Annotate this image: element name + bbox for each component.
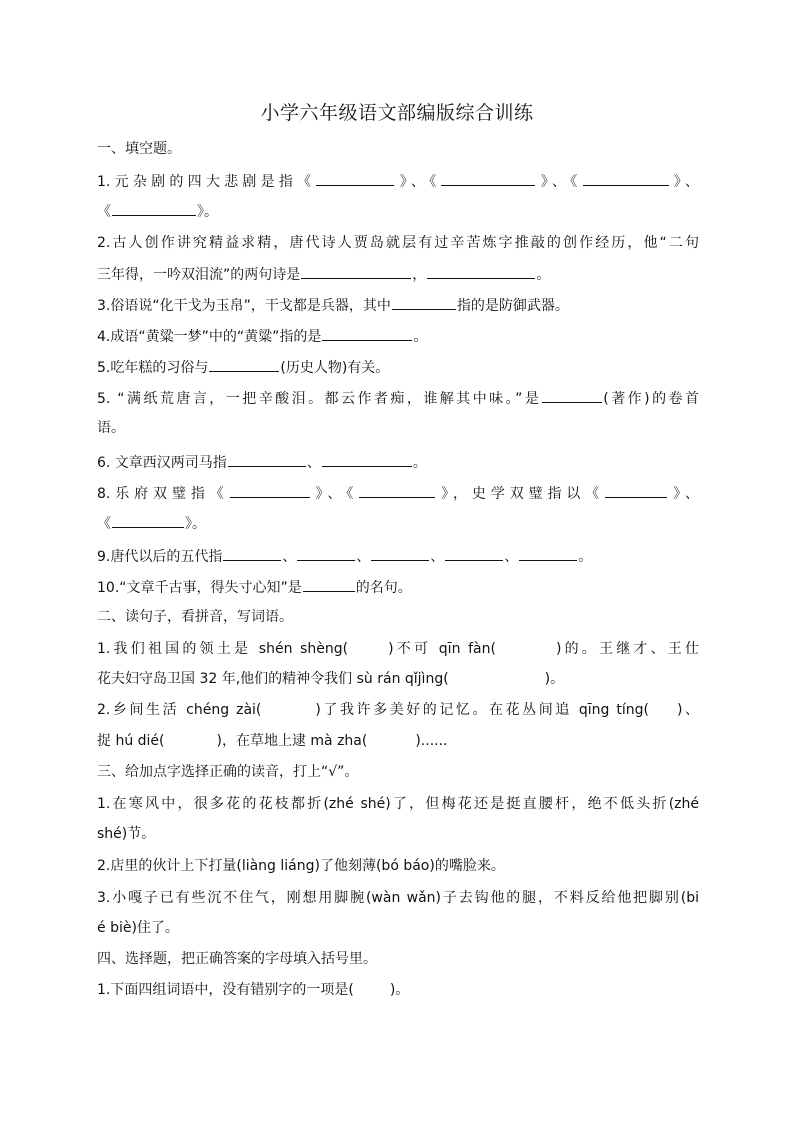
pinyin-question-2-line-2: 捉 hú dié( )，在草地上逮 mà zha( )...... [97,733,448,749]
answer-blank[interactable] [316,170,394,186]
question-4: 4.成语“黄粱一梦”中的“黄粱”指的是 。 [97,325,699,347]
answer-blank[interactable] [359,482,435,498]
reading-question-1-line-2: shé)节。 [97,826,156,842]
question-2-line-1: 2.古人创作讲究精益求精，唐代诗人贾岛就层有过辛苦炼字推敲的创作经历，他“二句 [97,235,699,251]
question-5b-line-1: 5. “满纸荒唐言，一把辛酸泪。都云作者痴，谁解其中味。”是 (著作)的卷首 [97,387,699,409]
section-heading-2: 二、读句子，看拼音，写词语。 [97,609,293,625]
section-heading-4: 四、选择题，把正确答案的字母填入括号里。 [97,951,377,967]
reading-question-3-line-2: é biè)住了。 [97,920,179,936]
question-5b-line-2: 语。 [97,420,125,436]
pinyin-question-2-line-1: 2.乡间生活 chéng zài( )了我许多美好的记忆。在花丛间追 qīng tíng( )、 [97,702,700,718]
answer-blank[interactable] [301,263,411,279]
pinyin-question-1-line-1: 1.我们祖国的领土是 shén shèng( )不可 qīn fàn( )的。王继才、王仕 [97,641,699,657]
reading-question-2: 2.店里的伙计上下打量(liàng liáng)了他刻薄(bó báo)的嘴脸来。 [97,858,505,874]
answer-blank[interactable] [427,263,535,279]
answer-blank[interactable] [297,545,355,561]
question-2-line-2: 三年得，一吟双泪流”的两句诗是 ， 。 [97,263,699,285]
reading-question-1-line-1: 1.在寒风中，很多花的花枝都折(zhé shé)了，但梅花还是挺直腰杆，绝不低头折(zhé [97,796,699,812]
answer-blank[interactable] [303,576,355,592]
question-6: 6. 文章西汉两司马指 、 。 [97,451,699,473]
question-3: 3.俗语说“化干戈为玉帛”，干戈都是兵器，其中 指的是防御武器。 [97,294,699,316]
answer-blank[interactable] [322,451,412,467]
section-heading-1: 一、填空题。 [97,141,181,157]
page-title: 小学六年级语文部编版综合训练 [260,102,534,124]
reading-question-3-line-1: 3.小嘎子已有些沉不住气，刚想用脚腕(wàn wǎn)子去钩他的腿，不料反给他把脚别(bi [97,890,699,906]
section-heading-3: 三、给加点字选择正确的读音，打上“√”。 [97,764,359,780]
answer-blank[interactable] [441,170,535,186]
question-1-line-1: 1.元杂剧的四大悲剧是指《 》、《 》、《 》、 [97,170,699,192]
answer-blank[interactable] [605,482,667,498]
question-8-line-1: 8.乐府双璧指《 》、《 》，史学双璧指以《 》、 [97,482,699,504]
answer-blank[interactable] [371,545,429,561]
answer-blank[interactable] [209,356,279,372]
question-1-line-2: 《 》。 [97,200,699,222]
answer-blank[interactable] [322,325,412,341]
answer-blank[interactable] [392,294,456,310]
question-10: 10.“文章千古事，得失寸心知”是 的名句。 [97,576,699,598]
answer-blank[interactable] [228,451,306,467]
answer-blank[interactable] [519,545,577,561]
question-8-line-2: 《 》。 [97,512,699,534]
answer-blank[interactable] [445,545,503,561]
choice-question-1: 1.下面四组词语中，没有错别字的一项是( )。 [97,982,410,998]
answer-blank[interactable] [583,170,669,186]
question-9: 9.唐代以后的五代指 、 、 、 、 。 [97,545,699,567]
answer-blank[interactable] [223,545,281,561]
answer-blank[interactable] [542,387,602,403]
question-5: 5.吃年糕的习俗与 (历史人物)有关。 [97,356,699,378]
answer-blank[interactable] [112,200,196,216]
pinyin-question-1-line-2: 花夫妇守岛卫国 32 年,他们的精神令我们 sù rán qǐjìng( )。 [97,671,565,687]
answer-blank[interactable] [230,482,310,498]
answer-blank[interactable] [112,512,184,528]
